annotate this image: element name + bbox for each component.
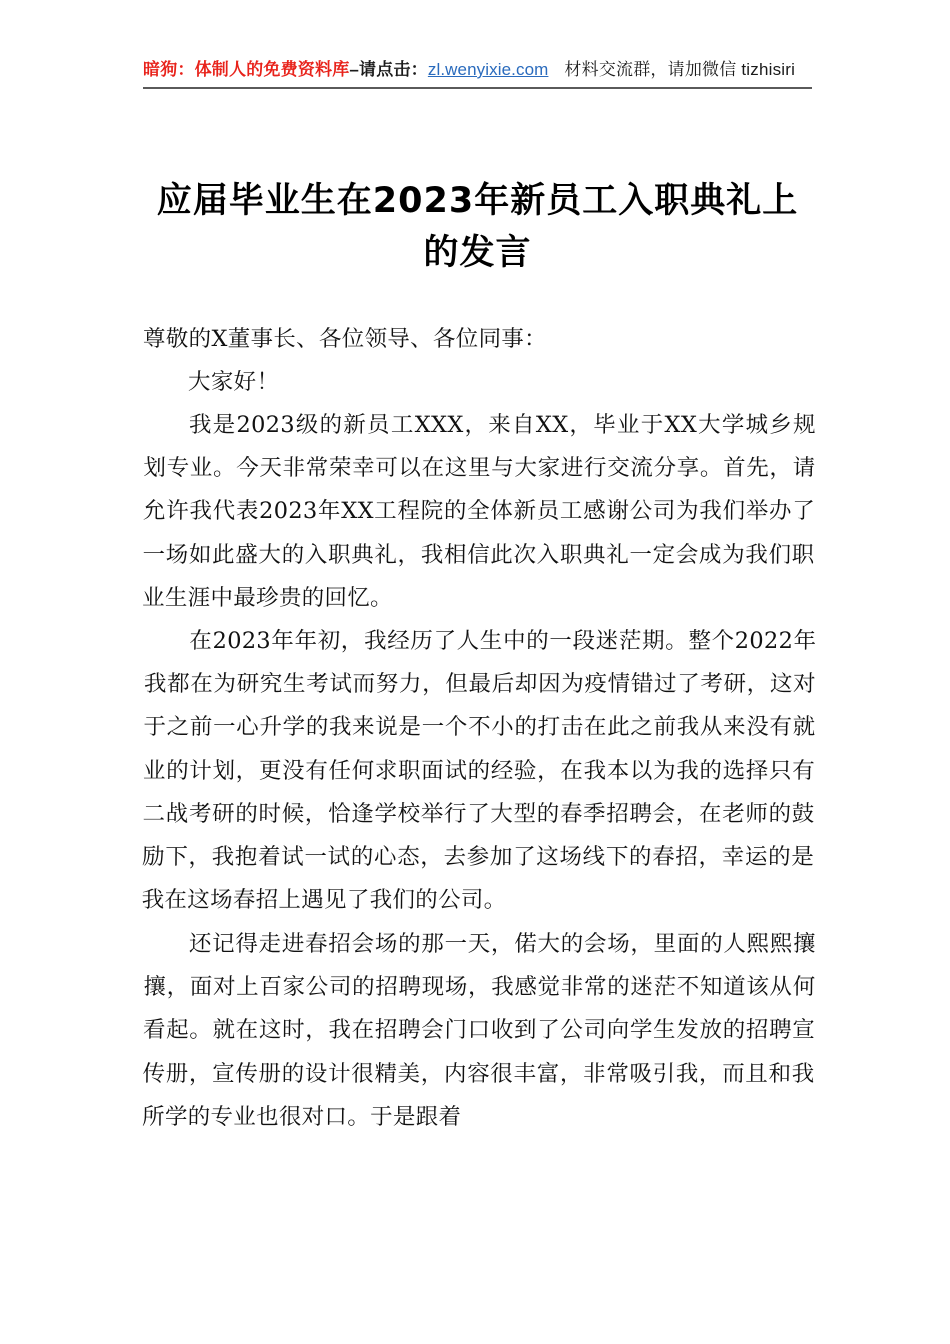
document-title: 应届毕业生在2023年新员工入职典礼上的发言 [156,181,799,274]
watermark-separator: –请点击： [349,60,428,79]
paragraph-self-introduction: 我是2023级的新员工XXX，来自XX，毕业于XX大学城乡规划专业。今天非常荣幸可以在这里与大家进行交流分享。首先，请允许我代表2023年XX工程院的全体新员工感谢公司为我们举办了一场如此盛大的入职典礼，我相信此次入职典礼一定会成为我们职业生涯中最珍贵的回忆。 [141,412,817,612]
paragraph-greeting: 大家好！ [187,369,280,396]
paragraph-salutation: 尊敬的X董事长、各位领导、各位同事： [142,326,548,352]
watermark-red-label: 暗狗：体制人的免费资料库 [143,60,350,79]
paragraph-confusion-period: 在2023年年初，我经历了人生中的一段迷茫期。整个2022年我都在为研究生考试而努力，但最后却因为疫情错过了考研，这对于之前一心升学的我来说是一个不小的打击在此之前我从来没有就业的计划，更没有任何求职面试的经验，在我本以为我的选择只有二战考研的时候，恰逢学校举行了大型的春季招聘会，在老师的鼓励下，我抱着试一试的心态，去参加了这场线下的春招，幸运的是我在这场春招上遇见了我们的公司。 [141,628,817,914]
paragraph-job-fair-memory: 还记得走进春招会场的那一天，偌大的会场，里面的人熙熙攘攘，面对上百家公司的招聘现场，我感觉非常的迷茫不知道该从何看起。就在这时，我在招聘会门口收到了公司向学生发放的招聘宣传册，宣传册的设计很精美，内容很丰富，非常吸引我，而且和我所学的专业也很对口。于是跟着 [141,930,817,1130]
watermark-contact-text: 材料交流群，请加微信 tizhisiri [564,60,796,79]
document-body [143,318,815,1139]
watermark-url-link[interactable]: zl.wenyixie.com [427,60,549,79]
watermark-banner [143,58,812,89]
